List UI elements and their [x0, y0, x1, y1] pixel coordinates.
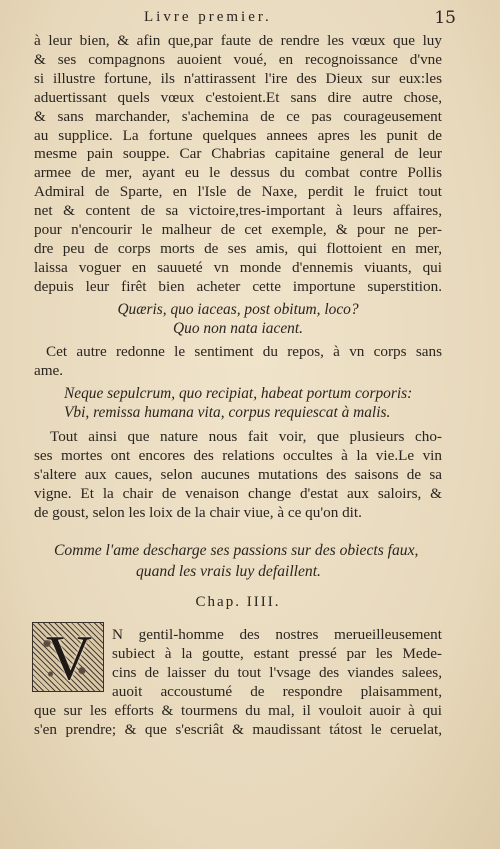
- text-line: dre peu de corps morts de ses amis, qui flottoient en mer,: [34, 239, 442, 257]
- paragraph-block-3: [34, 428, 442, 523]
- text-line: à leur bien, & afin que,par faute de rendre les vœux que luy: [34, 32, 442, 49]
- text-line: depuis leur firêt bien acheter cette importune superstition.: [34, 277, 442, 295]
- text-line: si illustre fortune, ils n'attirassent l'ire des Dieux sur eux:les: [34, 69, 442, 87]
- text-line: net & content de sa victoire,tres-important à leurs affaires,: [34, 202, 442, 220]
- initial-letter: V: [45, 622, 93, 693]
- decorated-initial: [32, 622, 104, 692]
- text-line: pour n'encourir le malheur de cet exemple, & pour ne per-: [34, 221, 442, 239]
- text-line: au supplice. La fortune quelques annees apres les punit de: [34, 126, 442, 144]
- text-line: laissa voguer en sauueté vn monde d'ennemis viuants, qui: [34, 258, 442, 276]
- verse-line: Quæris, quo iaceas, post obitum, loco?: [117, 301, 359, 318]
- verse-line: Neque sepulcrum, quo recipiat, habeat portum corporis:: [64, 385, 413, 402]
- latin-verse-1: [34, 300, 442, 338]
- text-line: vigne. Et la chair de venaison change d'estat aux saloirs, &: [34, 484, 442, 502]
- paragraph-block-1: [34, 32, 442, 297]
- paragraph-block-2: [34, 343, 442, 381]
- text-line: Admiral de Sparte, en l'Isle de Naxe, perdit le fruict tout: [34, 183, 442, 201]
- text-line: Tout ainsi que nature nous fait voir, que plusieurs cho-: [50, 428, 442, 445]
- text-line: s'en prendre; & que s'escriât & maudissant tátost le ceruelat,: [34, 720, 442, 738]
- text-line: aduertissant quels vœux c'estoient.Et sans dire autre chose,: [34, 88, 442, 106]
- page-number: 15: [434, 8, 456, 28]
- text-line: auoit accoustumé de respondre plaisamment,: [112, 682, 442, 700]
- page-header: [34, 9, 466, 29]
- latin-verse-2: [34, 384, 442, 422]
- chapter-title: [34, 540, 442, 582]
- text-line: Cet autre redonne le sentiment du repos, à vn corps sans: [46, 343, 442, 360]
- text-line: de goust, selon les loix de la chair viue, à ce qu'on dit.: [34, 503, 362, 521]
- text-line: & sans marchander, s'achemina de ce pas courageusement: [34, 107, 442, 125]
- chapter-title-line: Comme l'ame descharge ses passions sur des obiects faux,: [54, 542, 419, 559]
- running-title: Livre premier.: [144, 9, 272, 25]
- text-line: N gentil-homme des nostres merueilleusement: [112, 626, 442, 643]
- text-line: subiect à la goutte, estant pressé par les Mede-: [112, 644, 442, 662]
- text-line: armee de mer, ayant eu le dessus du combat contre Pollis: [34, 164, 442, 182]
- chapter-opening-lines: [112, 626, 442, 702]
- text-line: mesme pain souppe. Car Chabrias capitaine general de leur: [34, 145, 442, 163]
- text-line: ses mortes ont encores des relations occultes à la vie.Le vin: [34, 446, 442, 464]
- text-line: & ses compagnons auoient voué, en recognoissance d'vne: [34, 50, 442, 68]
- text-line: que sur les efforts & tourmens du mal, il vouloit auoir à qui: [34, 702, 442, 719]
- text-line: ame.: [34, 361, 64, 379]
- chapter-body: [34, 702, 442, 740]
- text-line: cins de laisser du tout l'vsage des viandes salees,: [112, 663, 442, 681]
- verse-line: Quo non nata iacent.: [173, 320, 303, 337]
- text-line: s'altere aux caues, selon aucunes mutations des saisons de sa: [34, 465, 442, 483]
- verse-line: Vbi, remissa humana vita, corpus requiescat à malis.: [64, 404, 391, 421]
- chapter-title-line: quand les vrais luy defaillent.: [136, 563, 321, 580]
- chapter-heading: Chap. IIII.: [195, 594, 281, 610]
